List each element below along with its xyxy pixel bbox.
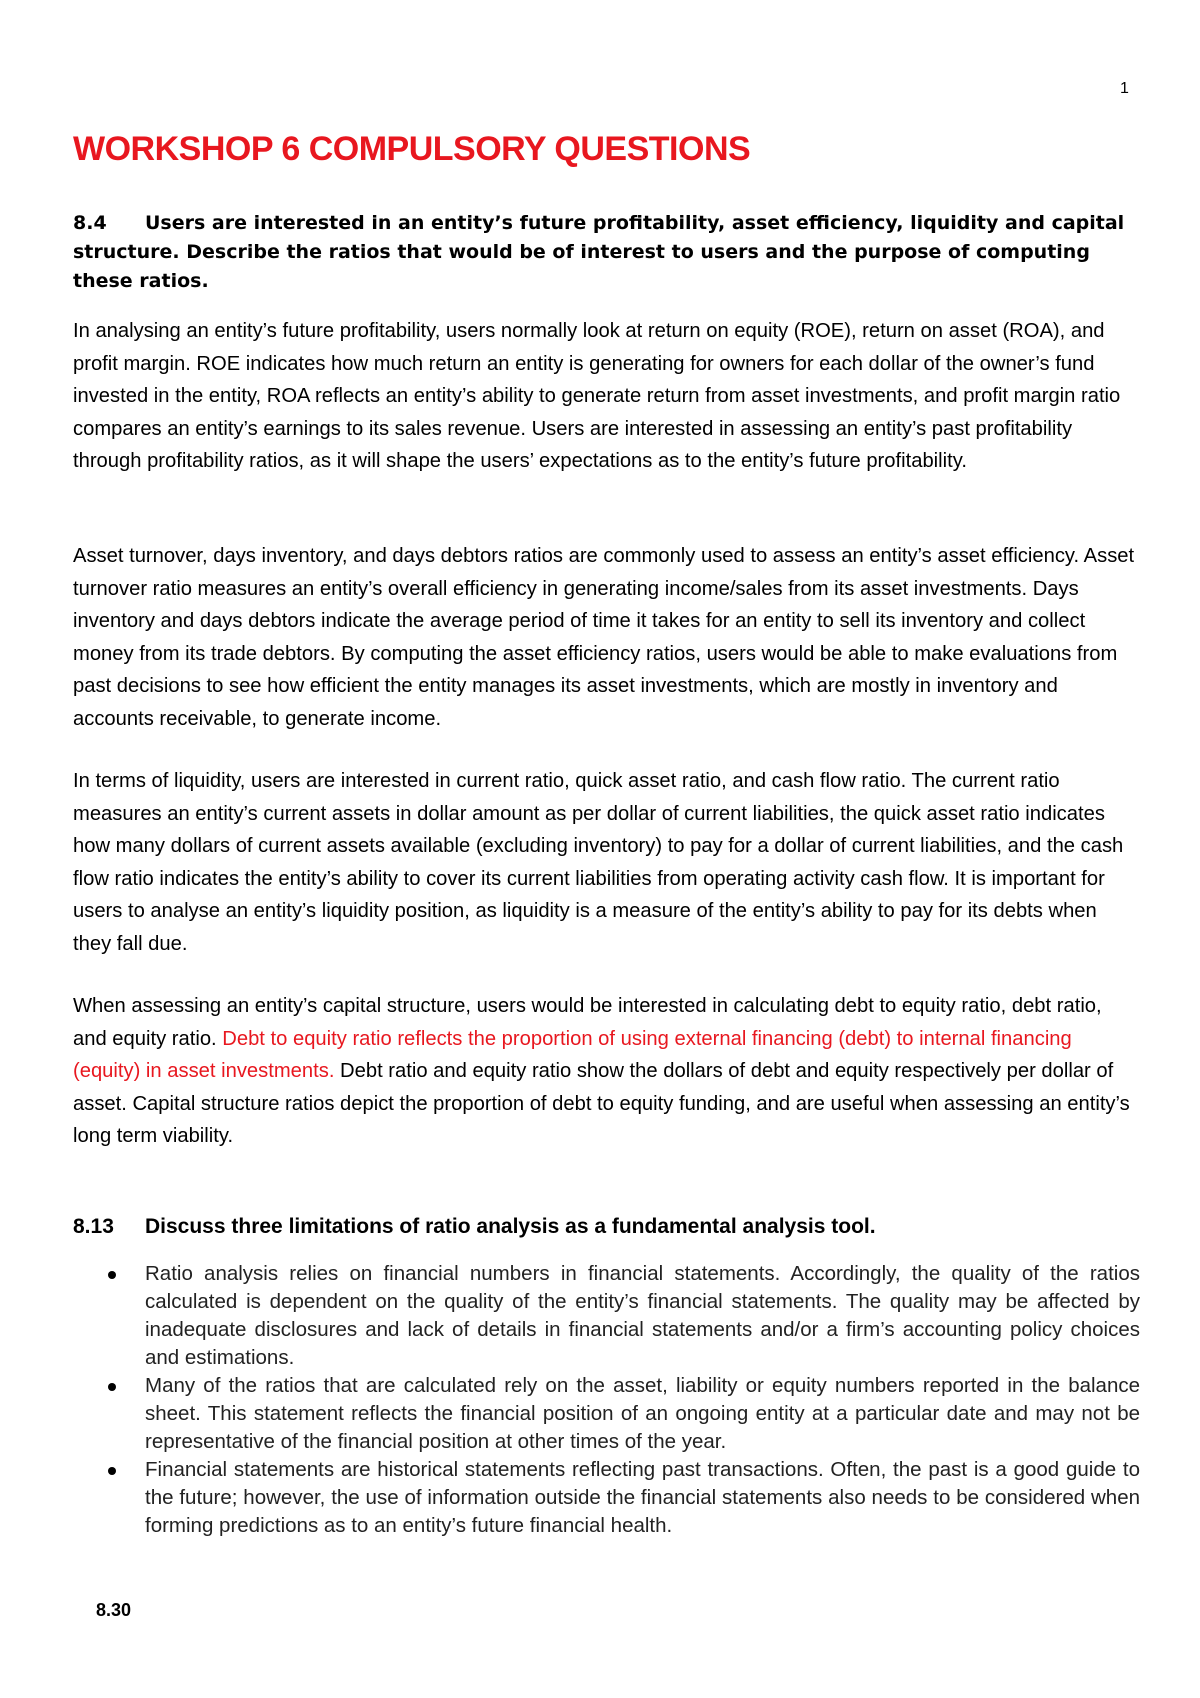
bullet-icon [108,1271,116,1279]
question-text: Discuss three limitations of ratio analysis as a fundamental analysis tool. [145,1215,876,1238]
list-item: Ratio analysis relies on financial numbers in financial statements. Accordingly, the quality of the ratios calculated is dependent on the quality of the entity’s financial statements. The quality may be affected by inadequate disclosures and lack of details in financial statements and/or a firm’s accounting policy choices and estimations. [100,1260,1140,1372]
bullet-icon [108,1467,116,1475]
capital-text-before: When assessing an entity’s capital structure, users would be interested in calculating debt to equity ratio, debt ratio, and equity ratio. [73,995,1102,1050]
bullet-icon [108,1383,116,1391]
list-item: Financial statements are historical statements reflecting past transactions. Often, the past is a good guide to the future; however, the use of information outside the financial statements also needs to be considered when forming predictions as to an entity’s future financial health. [100,1456,1140,1540]
question-8-4 [73,209,1133,296]
answer-paragraph-efficiency: Asset turnover, days inventory, and days debtors ratios are commonly used to assess an entity’s asset efficiency. Asset turnover ratio measures an entity’s overall efficiency in generating income/sales from its asset investments. Days inventory and days debtors indicate the average period of time it takes for an entity to sell its inventory and collect money from its trade debtors. By computing the asset efficiency ratios, users would be able to make evaluations from past decisions to see how efficient the entity manages its asset investments, which are mostly in inventory and accounts receivable, to generate income. [73,545,1135,730]
capital-text-after: Debt ratio and equity ratio show the dollars of debt and equity respectively per dollar of asset. Capital structure ratios depict the proportion of debt to equity funding, and are useful when assessing an entity’s long term viability. [73,1060,1130,1147]
question-number: 8.13 [73,1215,114,1238]
page-number: 1 [1120,80,1129,97]
limitations-list [100,1260,1140,1540]
capital-text-highlight: Debt to equity ratio reflects the proportion of using external financing (debt) to internal financing (equity) in asset investments. [73,1027,1072,1082]
page-title: WORKSHOP 6 COMPULSORY QUESTIONS [73,130,751,168]
answer-paragraph-liquidity: In terms of liquidity, users are interested in current ratio, quick asset ratio, and cash flow ratio. The current ratio measures an entity’s current assets in dollar amount as per dollar of current liabilities, the quick asset ratio indicates how many dollars of current assets available (excluding inventory) to pay for a dollar of current liabilities, and the cash flow ratio indicates the entity’s ability to cover its current liabilities from operating activity cash flow. It is important for users to analyse an entity’s liquidity position, as liquidity is a measure of the entity’s ability to pay for its debts when they fall due. [73,770,1124,955]
answer-paragraph-capital-structure [73,990,1138,1153]
question-text: Users are interested in an entity’s future profitability, asset efficiency, liquidity and capital structure. Describe the ratios that would be of interest to users and the purpose of computing these ratios. [73,212,1125,292]
list-item: Many of the ratios that are calculated rely on the asset, liability or equity numbers reported in the balance sheet. This statement reflects the financial position of an ongoing entity at a particular date and may not be representative of the financial position at other times of the year. [100,1372,1140,1456]
question-8-13 [73,1212,1133,1241]
question-number: 8.4 [73,212,107,234]
next-question-number: 8.30 [96,1600,132,1620]
answer-paragraph-profitability: In analysing an entity’s future profitability, users normally look at return on equity (ROE), return on asset (ROA), and profit margin. ROE indicates how much return an entity is generating for owners for each dollar of the owner’s fund invested in the entity, ROA reflects an entity’s ability to generate return from asset investments, and profit margin ratio compares an entity’s earnings to its sales revenue. Users are interested in assessing an entity’s past profitability through profitability ratios, as it will shape the users’ expectations as to the entity’s future profitability. [73,320,1121,472]
